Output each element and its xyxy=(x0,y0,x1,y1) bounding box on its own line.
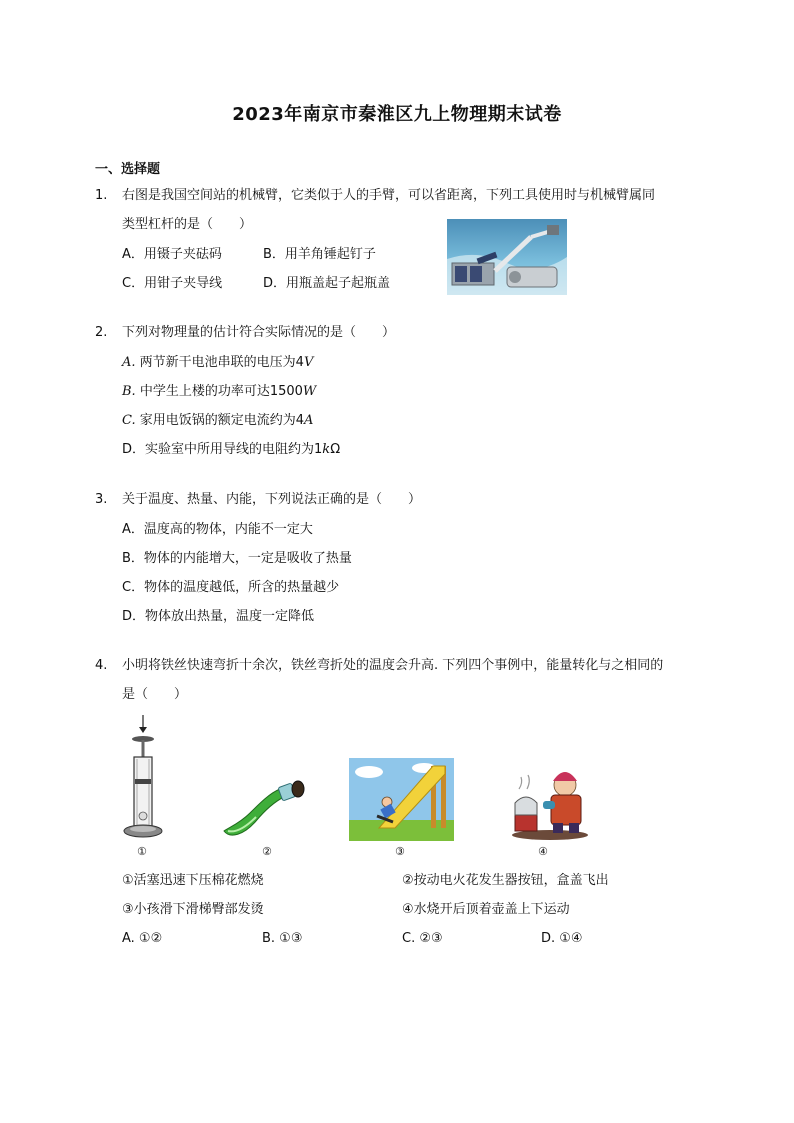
q2-option-c[interactable] xyxy=(122,413,313,429)
q4-event-2: ②按动电火花发生器按钮，盒盖飞出 xyxy=(402,873,609,888)
q2-number: 2. xyxy=(95,325,108,340)
q1-option-c[interactable]: C．用钳子夹导线 xyxy=(122,276,223,291)
q2-option-b[interactable] xyxy=(122,384,316,400)
fire-syringe-illustration xyxy=(120,713,166,841)
q3-number: 3. xyxy=(95,492,108,507)
q3-option-d[interactable]: D．物体放出热量，温度一定降低 xyxy=(122,609,315,624)
q2-option-d-unit: k xyxy=(322,442,331,457)
page-title: 2023年南京市秦淮区九上物理期末试卷 xyxy=(232,104,562,125)
slide-illustration xyxy=(349,758,454,841)
fig-label-4: ④ xyxy=(538,845,548,858)
q4-option-c[interactable]: C. ②③ xyxy=(402,931,443,946)
q2-option-b-label: B. xyxy=(122,384,136,399)
q4-stem-line2: 是（ ） xyxy=(122,687,188,702)
fig-label-3: ③ xyxy=(395,845,405,858)
q4-event-1: ①活塞迅速下压棉花燃烧 xyxy=(122,873,264,888)
q4-stem-line1: 小明将铁丝快速弯折十余次，铁丝弯折处的温度会升高. 下列四个事例中，能量转化与之相同的 xyxy=(122,658,664,673)
q4-option-d[interactable]: D. ①④ xyxy=(541,931,583,946)
q2-option-c-label: C. xyxy=(122,413,136,428)
q2-option-a[interactable] xyxy=(122,355,313,371)
q2-option-d-omega: Ω xyxy=(330,442,341,457)
q2-option-d[interactable] xyxy=(122,442,340,458)
q2-option-a-text: 两节新干电池串联的电压为4 xyxy=(139,355,304,370)
q3-option-c[interactable]: C．物体的温度越低，所含的热量越少 xyxy=(122,580,340,595)
space-station-arm-image xyxy=(447,219,567,295)
fig-label-2: ② xyxy=(262,845,272,858)
q1-number: 1. xyxy=(95,188,108,203)
q2-option-a-unit: V xyxy=(303,355,314,370)
q4-option-b[interactable]: B. ①③ xyxy=(262,931,303,946)
spark-generator-illustration xyxy=(218,779,306,841)
q2-option-d-text: D．实验室中所用导线的电阻约为1 xyxy=(122,442,323,457)
q2-option-b-unit: W xyxy=(302,384,317,399)
q1-stem-line2: 类型杠杆的是（ ） xyxy=(122,217,253,232)
q3-stem: 关于温度、热量、内能，下列说法正确的是（ ） xyxy=(122,492,422,507)
q1-option-b[interactable]: B．用羊角锤起钉子 xyxy=(263,247,376,262)
q4-event-4: ④水烧开后顶着壶盖上下运动 xyxy=(402,902,570,917)
fig-label-1: ① xyxy=(137,845,147,858)
q2-option-a-label: A. xyxy=(122,355,136,370)
q1-option-d[interactable]: D．用瓶盖起子起瓶盖 xyxy=(263,276,391,291)
kettle-illustration xyxy=(509,765,591,841)
q2-option-b-text: 中学生上楼的功率可达1500 xyxy=(139,384,303,399)
section-heading: 一、选择题 xyxy=(95,162,161,177)
q2-option-c-text: 家用电饭锅的额定电流约为4 xyxy=(139,413,305,428)
q1-stem-line1: 右图是我国空间站的机械臂，它类似于人的手臂，可以省距离，下列工具使用时与机械臂属同 xyxy=(122,188,656,203)
q3-option-b[interactable]: B．物体的内能增大，一定是吸收了热量 xyxy=(122,551,352,566)
q2-stem: 下列对物理量的估计符合实际情况的是（ ） xyxy=(122,325,396,340)
q1-option-a[interactable]: A．用镊子夹砝码 xyxy=(122,247,222,262)
q4-event-3: ③小孩滑下滑梯臀部发烫 xyxy=(122,902,264,917)
q3-option-a[interactable]: A．温度高的物体，内能不一定大 xyxy=(122,522,313,537)
q2-option-c-unit: A xyxy=(304,413,314,428)
q4-option-a[interactable]: A. ①② xyxy=(122,931,163,946)
q4-number: 4. xyxy=(95,658,108,673)
